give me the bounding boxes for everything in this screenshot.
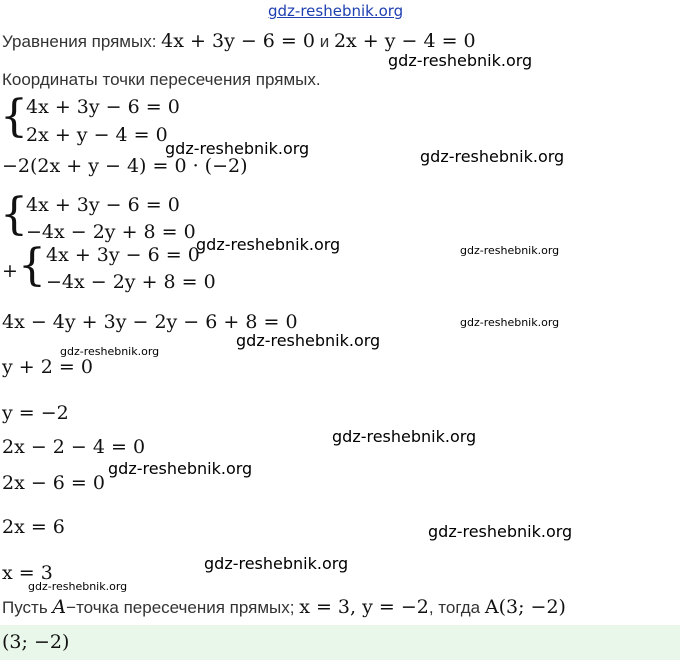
- watermark-small: gdz-reshebnik.org: [460, 316, 560, 329]
- system1-eq1: 4x + 3y − 6 = 0: [26, 96, 180, 118]
- equation-2: 2x + y − 4 = 0: [333, 30, 476, 52]
- equation-1: 4x + 3y − 6 = 0: [161, 30, 315, 52]
- step-y-plus-2: y + 2 = 0: [2, 356, 93, 378]
- watermark: gdz-reshebnik.org: [332, 427, 477, 446]
- conclusion-text-1: Пусть: [2, 598, 53, 617]
- conclusion-values: x = 3, y = −2: [299, 596, 429, 618]
- multiply-step: −2(2x + y − 4) = 0 · (−2): [2, 155, 248, 177]
- watermark: gdz-reshebnik.org: [420, 147, 565, 166]
- system-brace: {: [0, 189, 28, 240]
- equations-label: Уравнения прямых:: [2, 32, 162, 51]
- point-label: A: [52, 596, 67, 618]
- step-substitute: 2x − 2 − 4 = 0: [2, 436, 146, 458]
- watermark-small: gdz-reshebnik.org: [60, 345, 160, 358]
- step-2x-eq-6: 2x = 6: [2, 516, 65, 538]
- system-brace: {: [0, 91, 28, 142]
- step-x-value: x = 3: [2, 562, 53, 584]
- equations-line: [2, 30, 476, 52]
- system3-eq2: −4x − 2y + 8 = 0: [46, 271, 216, 293]
- conclusion-point: A(3; −2): [484, 596, 566, 618]
- and-word: и: [314, 32, 334, 51]
- watermark: gdz-reshebnik.org: [236, 331, 381, 350]
- answer-value: (3; −2): [2, 631, 70, 653]
- system2-eq1: 4x + 3y − 6 = 0: [26, 194, 180, 216]
- plus-sign: +: [2, 260, 18, 282]
- watermark: gdz-reshebnik.org: [428, 522, 573, 541]
- watermark-small: gdz-reshebnik.org: [460, 244, 560, 257]
- conclusion-text-2: −точка пересечения прямых;: [66, 598, 300, 617]
- watermark: gdz-reshebnik.org: [196, 235, 341, 254]
- conclusion-line: [2, 596, 566, 618]
- conclusion-text-3: , тогда: [428, 598, 485, 617]
- watermark: gdz-reshebnik.org: [204, 554, 349, 573]
- watermark: gdz-reshebnik.org: [108, 459, 253, 478]
- step-sum: 4x − 4y + 3y − 2y − 6 + 8 = 0: [2, 311, 298, 333]
- intersection-heading: Координаты точки пересечения прямых.: [2, 70, 321, 89]
- step-y-value: y = −2: [2, 402, 69, 424]
- watermark: gdz-reshebnik.org: [388, 51, 533, 70]
- watermark: gdz-reshebnik.org: [165, 139, 310, 158]
- watermark-small: gdz-reshebnik.org: [28, 580, 128, 593]
- system3-eq1: 4x + 3y − 6 = 0: [46, 244, 200, 266]
- system1-eq2: 2x + y − 4 = 0: [26, 124, 168, 146]
- system-brace: {: [18, 240, 46, 291]
- system2-eq2: −4x − 2y + 8 = 0: [26, 221, 196, 243]
- step-2x-minus-6: 2x − 6 = 0: [2, 472, 105, 494]
- answer-box: [0, 625, 680, 660]
- watermark-top: gdz-reshebnik.org: [268, 2, 404, 20]
